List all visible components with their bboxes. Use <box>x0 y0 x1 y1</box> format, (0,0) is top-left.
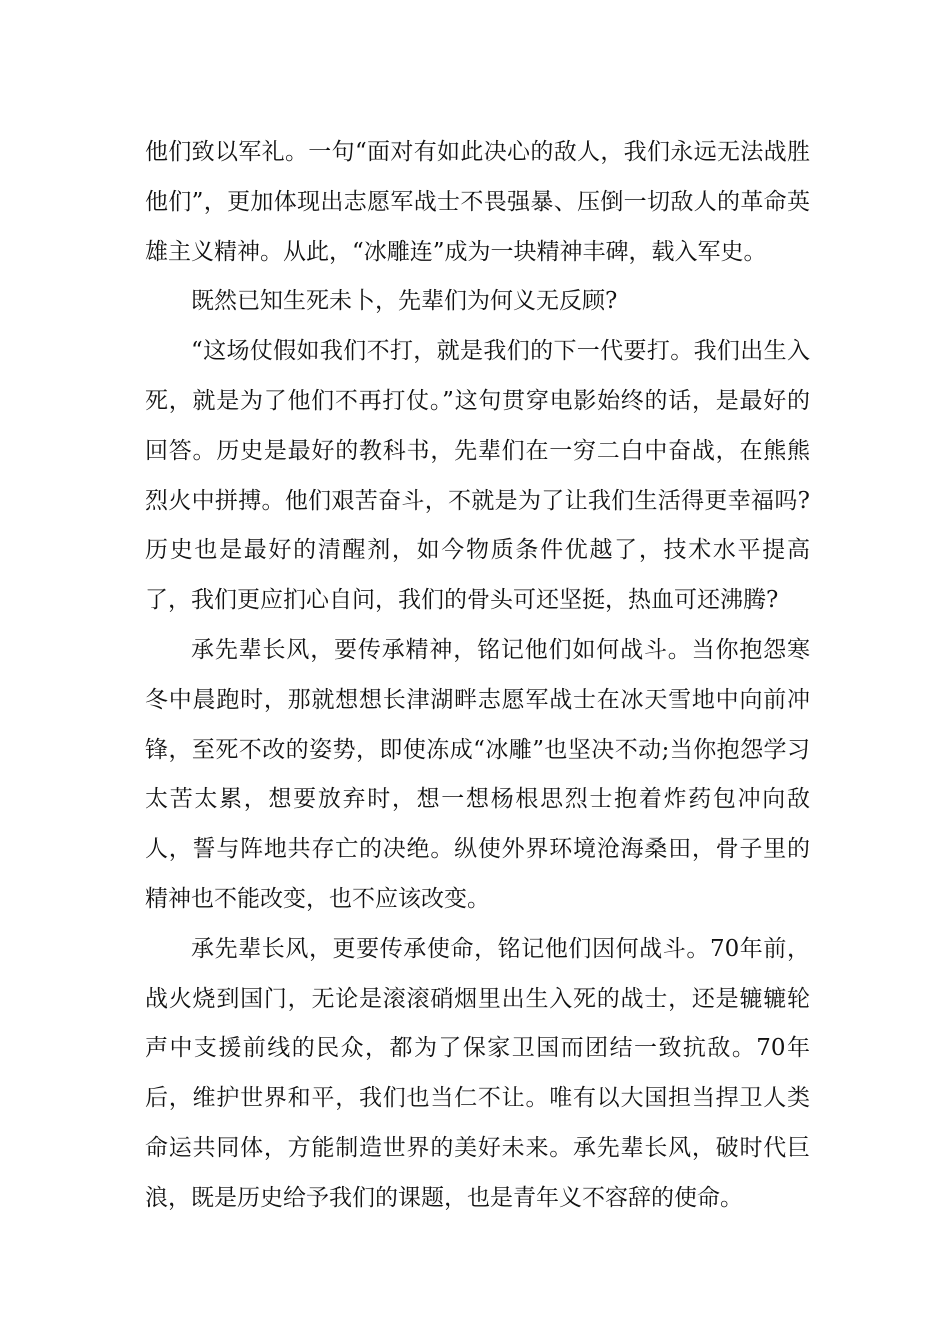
paragraph-mission: 承先辈长风，更要传承使命，铭记他们因何战斗。70年前，战火烧到国门，无论是滚滚硝烟里出生入死的战士，还是辘辘轮声中支援前线的民众，都为了保家卫国而团结一致抗敌。70年后，维护世界和平，我们也当仁不让。唯有以大国担当捍卫人类命运共同体，方能制造世界的美好未来。承先辈长风，破时代巨浪，既是历史给予我们的课题，也是青年义不容辞的使命。 <box>145 935 810 1211</box>
paragraph-question: 既然已知生死未卜，先辈们为何义无反顾? <box>191 288 618 315</box>
paragraph-spirit: 承先辈长风，要传承精神，铭记他们如何战斗。当你抱怨寒冬中晨跑时，那就想想长津湖畔志愿军战士在冰天雪地中向前冲锋，至死不改的姿势，即使冻成“冰雕”也坚决不动;当你抱怨学习太苦太累，想要放弃时，想一想杨根思烈士抱着炸药包冲向敌人，誓与阵地共存亡的决绝。纵使外界环境沧海桑田，骨子里的精神也不能改变，也不应该改变。 <box>145 636 810 912</box>
paragraph-continuation: 他们致以军礼。一句“面对有如此决心的敌人，我们永远无法战胜他们”，更加体现出志愿军战士不畏强暴、压倒一切敌人的革命英雄主义精神。从此，“冰雕连”成为一块精神丰碑，载入军史。 <box>145 139 810 265</box>
paragraph-answer: “这场仗假如我们不打，就是我们的下一代要打。我们出生入死，就是为了他们不再打仗。”这句贯穿电影始终的话，是最好的回答。历史是最好的教科书，先辈们在一穷二白中奋战，在熊熊烈火中拼搏。他们艰苦奋斗，不就是为了让我们生活得更幸福吗?历史也是最好的清醒剂，如今物质条件优越了，技术水平提高了，我们更应扪心自问，我们的骨头可还坚挺，热血可还沸腾? <box>145 338 810 614</box>
document-body <box>145 128 810 1224</box>
